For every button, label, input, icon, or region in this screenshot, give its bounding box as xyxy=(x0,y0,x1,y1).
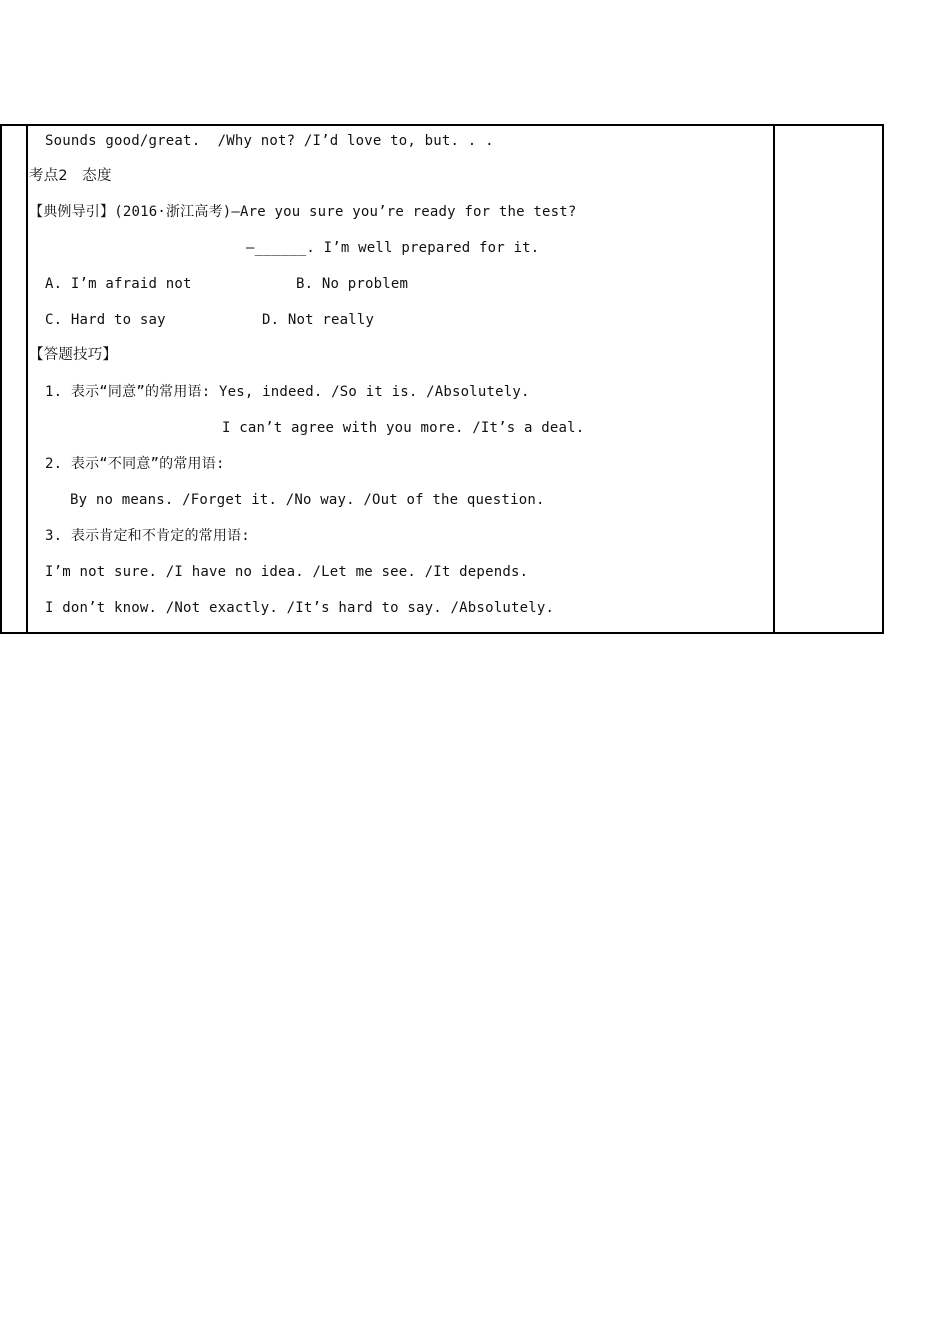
option-a: A. I’m afraid not xyxy=(45,276,192,292)
example-answer-blank: —______. I’m well prepared for it. xyxy=(246,240,540,256)
tip-3-heading: 3. 表示肯定和不肯定的常用语: xyxy=(45,528,250,544)
option-c: C. Hard to say xyxy=(45,312,166,328)
option-b: B. No problem xyxy=(296,276,409,292)
tip-2-disagree-heading: 2. 表示“不同意”的常用语: xyxy=(45,456,225,472)
option-d: D. Not really xyxy=(262,312,375,328)
tip-2-disagree-examples: By no means. /Forget it. /No way. /Out of the question. xyxy=(70,492,545,508)
table-right-column-divider xyxy=(773,126,775,632)
table-left-column-divider xyxy=(26,126,28,632)
tips-heading: 【答题技巧】 xyxy=(29,347,118,363)
example-question: 【典例导引】(2016·浙江高考)—Are you sure you’re ready for the test? xyxy=(29,204,577,220)
phrase-agree-examples: Sounds good/great. /Why not? /I’d love to, but. . . xyxy=(45,133,494,149)
content-table xyxy=(0,124,884,634)
tip-1-agree: 1. 表示“同意”的常用语: Yes, indeed. /So it is. /Absolutely. xyxy=(45,384,530,400)
tip-3-examples-more: I don’t know. /Not exactly. /It’s hard to say. /Absolutely. xyxy=(45,600,555,616)
section-heading-attitude: 考点2 态度 xyxy=(29,168,112,184)
tip-3-examples-uncertain: I’m not sure. /I have no idea. /Let me see. /It depends. xyxy=(45,564,529,580)
tip-1-agree-more: I can’t agree with you more. /It’s a deal. xyxy=(222,420,585,436)
